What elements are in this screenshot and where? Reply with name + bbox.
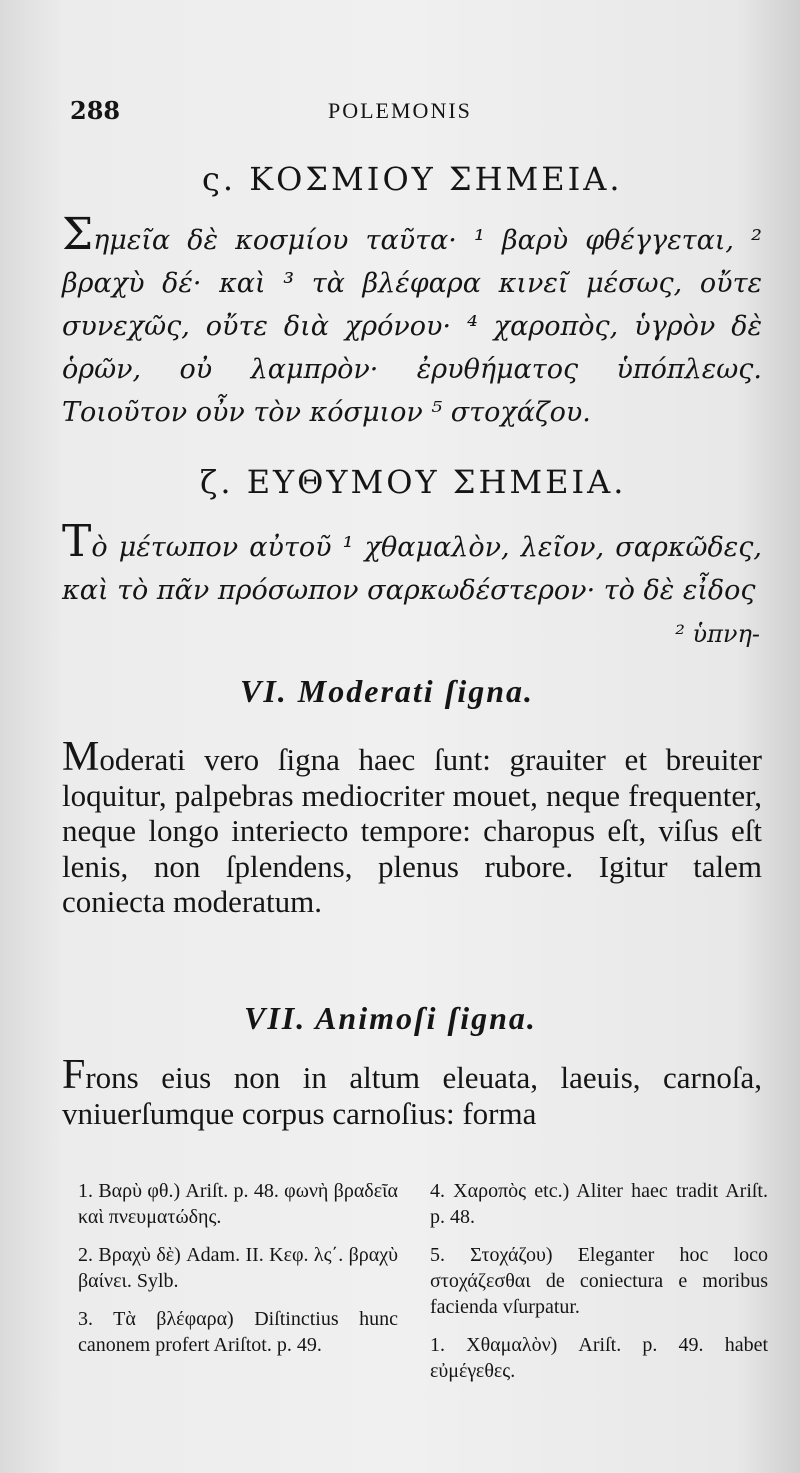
section-heading-moderati: VI. Moderati ſigna.	[240, 673, 535, 709]
footnotes-left-column	[78, 1178, 398, 1370]
section-heading-kosmiou: ς. ΚΟΣΜΙΟΥ ΣΗΜΕΙΑ.	[202, 160, 623, 198]
drop-initial: F	[62, 1052, 86, 1098]
page-number: 288	[70, 96, 121, 125]
footnote: 1. Βαρὺ φθ.) Ariſt. p. 48. φωνὴ βραδεῖα καὶ πνευματώδης.	[78, 1180, 398, 1228]
drop-initial: Σ	[62, 209, 94, 260]
page-header	[70, 96, 740, 130]
greek-paragraph-euthymou	[62, 516, 762, 612]
paragraph-text: rons eius non in altum eleuata, laeuis, carnoſa, vniuerſumque corpus carnoſius: forma	[62, 1060, 762, 1131]
footnote: 1. Χθαμαλὸν) Ariſt. p. 49. habet εὐμέγεθες.	[430, 1334, 768, 1382]
catchword: ² ὑπνη-	[675, 620, 760, 648]
drop-initial: M	[62, 734, 100, 780]
section-heading-euthymou: ζ. ΕΥΘΥΜΟΥ ΣΗΜΕΙΑ.	[200, 463, 627, 501]
footnote: 3. Τὰ βλέφαρα) Diſtinctius hunc canonem profert Ariſtot. p. 49.	[78, 1308, 398, 1356]
footnote: 5. Στοχάζου) Eleganter hoc loco στοχάζεσθαι de coniectura e moribus facienda vſurpatur.	[430, 1244, 768, 1318]
section-heading-animosi: VII. Animoſi ſigna.	[244, 1000, 537, 1036]
latin-paragraph-animosi	[62, 1052, 762, 1131]
running-head: POLEMONIS	[328, 98, 472, 123]
paragraph-text: ημεῖα δὲ κοσμίου ταῦτα· ¹ βαρὺ φθέγγεται, ² βραχὺ δέ· καὶ ³ τὰ βλέφαρα κινεῖ μέσως, οὔτε συνεχῶς, οὔτε διὰ χρόνου· ⁴ χαροπὸς, ὑγρὸν δὲ ὁρῶν, οὐ λαμπρὸν· ἐρυθήματος ὑπόπλεως. Τοιοῦτον οὖν τὸν κόσμιον ⁵ στοχάζου.	[62, 225, 762, 428]
footnotes-right-column	[430, 1178, 768, 1396]
paragraph-text: oderati vero ſigna haec ſunt: grauiter et breuiter loquitur, palpebras mediocriter mouet, neque frequenter, neque longo interiecto tempore: charopus eſt, viſus eſt lenis, non ſplendens, plenus rubore. Igitur talem coniecta moderatum.	[62, 742, 762, 919]
drop-initial: Τ	[62, 516, 92, 567]
footnote: 4. Χαροπὸς etc.) Aliter haec tradit Ariſt. p. 48.	[430, 1180, 768, 1228]
greek-paragraph-kosmiou	[62, 209, 762, 434]
footnote: 2. Βραχὺ δὲ) Adam. II. Κεφ. λς΄. βραχὺ βαίνει. Sylb.	[78, 1244, 398, 1292]
paragraph-text: ὸ μέτωπον αὐτοῦ ¹ χθαμαλὸν, λεῖον, σαρκῶδες, καὶ τὸ πᾶν πρόσωπον σαρκωδέστερον· τὸ δὲ εἶδος	[62, 532, 762, 606]
latin-paragraph-moderati	[62, 734, 762, 920]
